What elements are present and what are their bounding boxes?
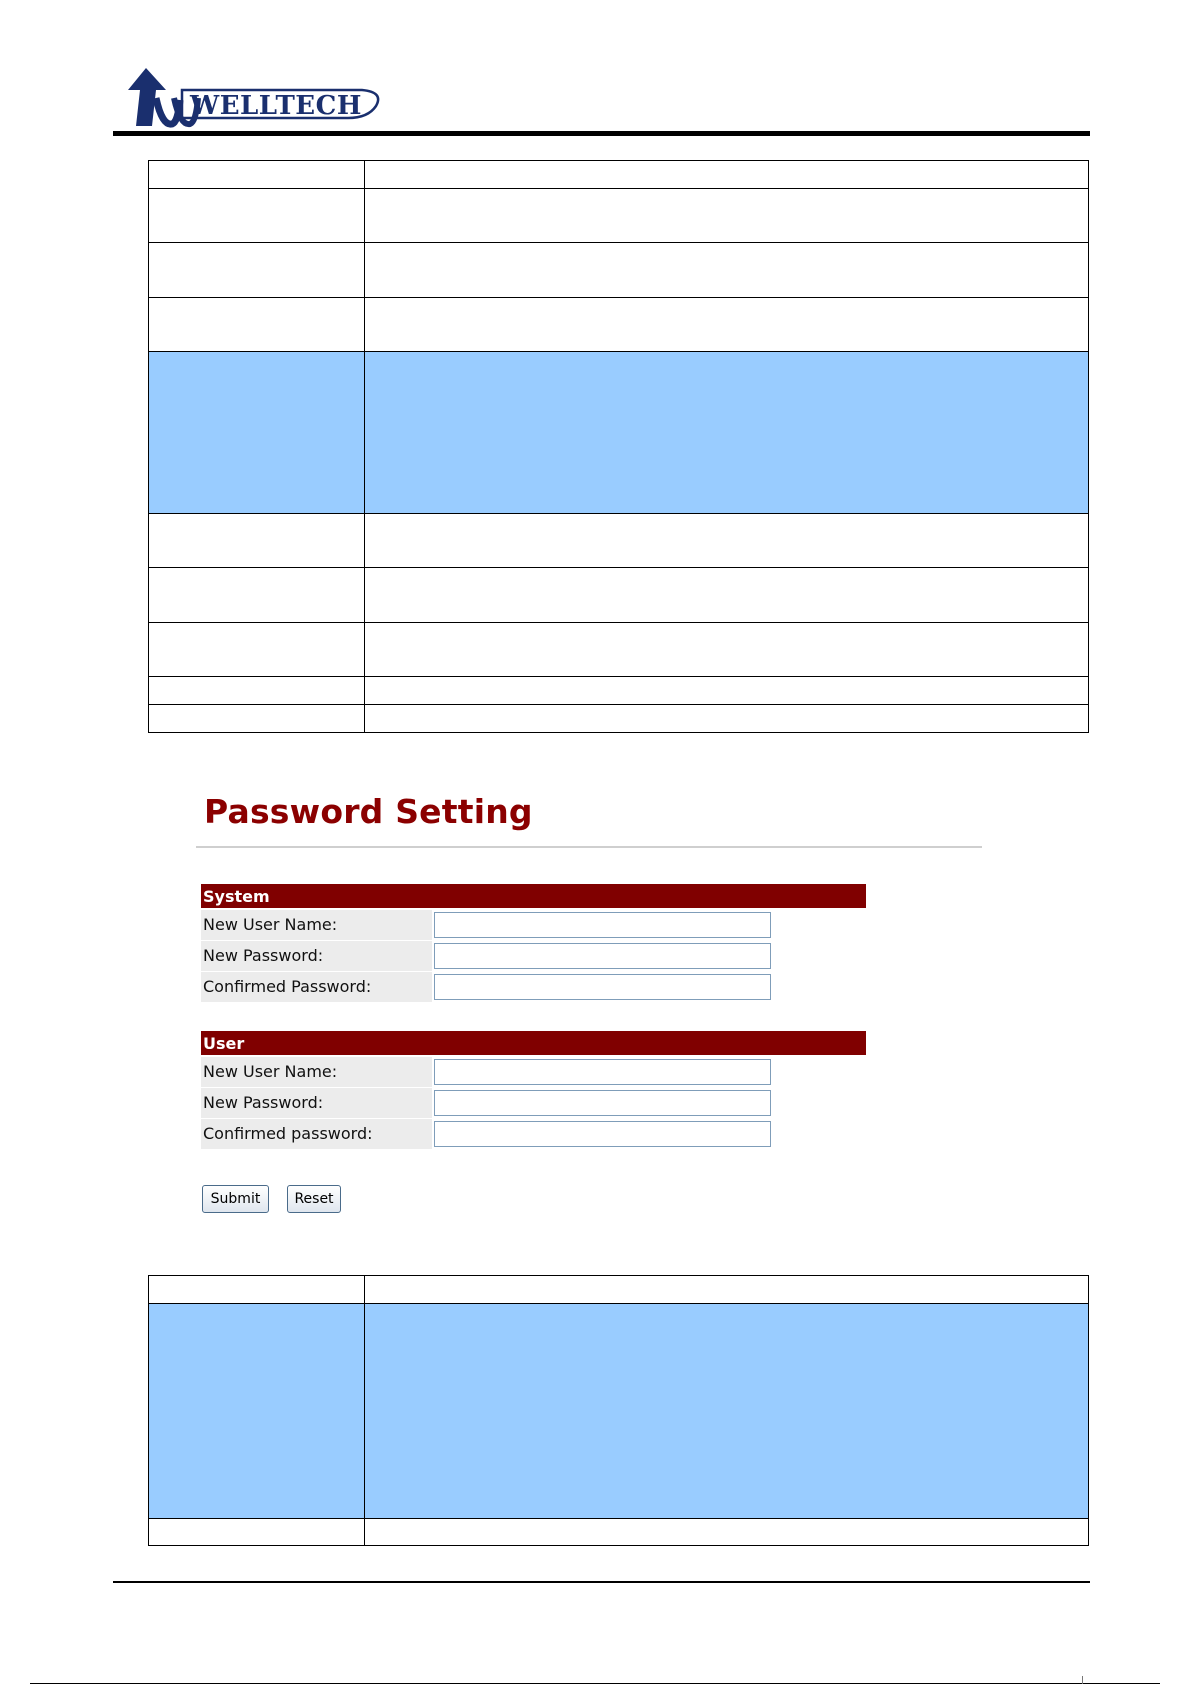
password-setting-panel <box>196 780 986 1220</box>
field-label: Confirmed password: <box>201 1119 432 1149</box>
user-password-row <box>201 1088 866 1119</box>
field-label: New User Name: <box>201 1057 432 1087</box>
title-divider <box>196 846 982 848</box>
submit-button[interactable]: Submit <box>202 1185 269 1213</box>
table-row <box>149 189 1089 243</box>
page-title: Password Setting <box>204 792 533 831</box>
user-username-row <box>201 1057 866 1088</box>
table-row <box>149 568 1089 623</box>
parameter-table-bottom <box>148 1275 1089 1546</box>
field-label: New Password: <box>201 1088 432 1118</box>
table-row <box>149 1519 1089 1546</box>
welltech-logo <box>122 68 382 130</box>
system-confirm-row <box>201 972 866 1003</box>
table-row <box>149 298 1089 352</box>
field-label: New User Name: <box>201 910 432 940</box>
table-row <box>149 677 1089 705</box>
system-username-row <box>201 910 866 941</box>
table-row <box>149 623 1089 677</box>
table-row <box>149 161 1089 189</box>
system-confirm-password-input[interactable] <box>434 974 771 1000</box>
system-new-username-input[interactable] <box>434 912 771 938</box>
parameter-table-top <box>148 160 1089 733</box>
system-password-row <box>201 941 866 972</box>
section-header-system: System <box>201 884 866 908</box>
system-new-password-input[interactable] <box>434 943 771 969</box>
field-label: Confirmed Password: <box>201 972 432 1002</box>
table-row <box>149 705 1089 733</box>
header-rule <box>113 131 1090 136</box>
table-row-highlighted <box>149 1304 1089 1519</box>
footer-rule <box>113 1581 1090 1583</box>
table-row <box>149 243 1089 298</box>
user-confirm-row <box>201 1119 866 1150</box>
user-new-password-input[interactable] <box>434 1090 771 1116</box>
reset-button[interactable]: Reset <box>287 1185 341 1213</box>
table-row <box>149 1276 1089 1304</box>
field-label: New Password: <box>201 941 432 971</box>
section-header-user: User <box>201 1031 866 1055</box>
page-edge-tick <box>1082 1676 1083 1684</box>
table-row <box>149 514 1089 568</box>
user-confirm-password-input[interactable] <box>434 1121 771 1147</box>
svg-text:WELLTECH: WELLTECH <box>190 91 362 121</box>
page-edge-rule <box>30 1683 1160 1684</box>
user-new-username-input[interactable] <box>434 1059 771 1085</box>
table-row-highlighted <box>149 352 1089 514</box>
